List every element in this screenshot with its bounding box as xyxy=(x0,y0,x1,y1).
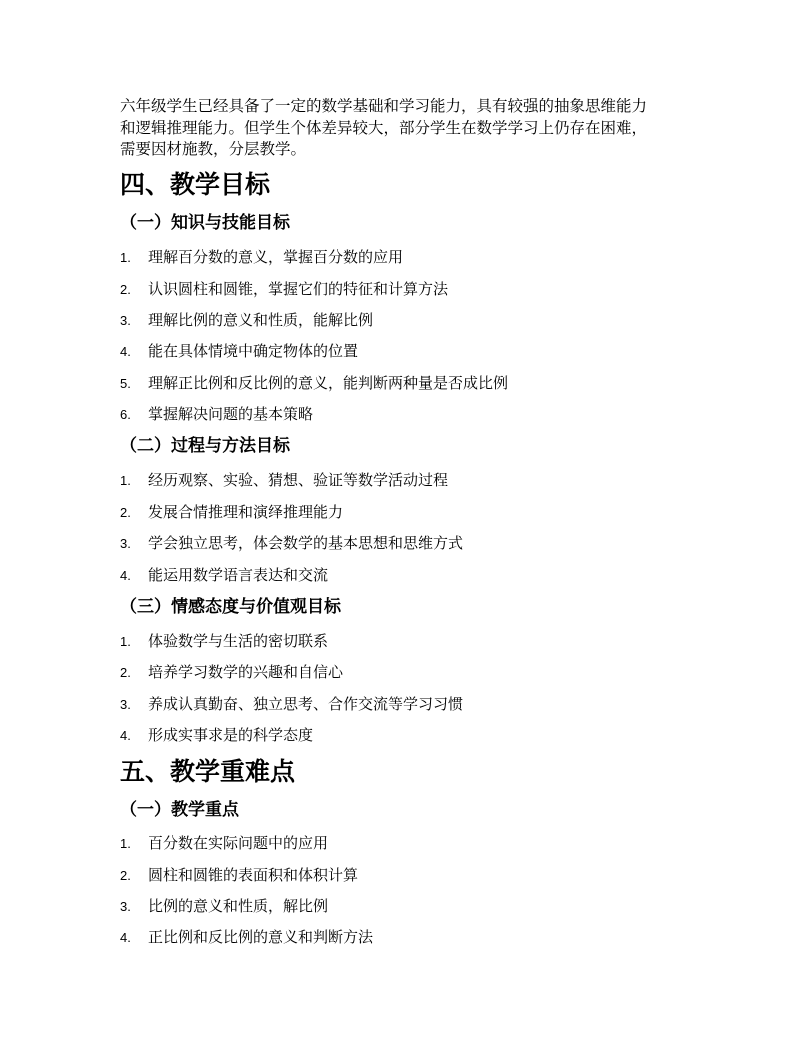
list-item-text: 形成实事求是的科学态度 xyxy=(148,726,314,744)
list-number: 3. xyxy=(120,536,131,551)
list-item-text: 学会独立思考，体会数学的基本思想和思维方式 xyxy=(148,534,464,552)
intro-line: 六年级学生已经具备了一定的数学基础和学习能力，具有较强的抽象思维能力 xyxy=(120,97,648,115)
list-item xyxy=(120,694,463,715)
list-item-text: 认识圆柱和圆锥，掌握它们的特征和计算方法 xyxy=(148,280,449,298)
list-item-text: 能运用数学语言表达和交流 xyxy=(148,566,329,584)
list-item-text: 比例的意义和性质，解比例 xyxy=(148,897,329,915)
list-item-text: 养成认真勤奋、独立思考、合作交流等学习习惯 xyxy=(148,695,464,713)
list-number: 1. xyxy=(120,836,131,851)
list-number: 3. xyxy=(120,313,131,328)
list-item-text: 圆柱和圆锥的表面积和体积计算 xyxy=(148,866,359,884)
list-item-text: 经历观察、实验、猜想、验证等数学活动过程 xyxy=(148,471,449,489)
list-item-text: 能在具体情境中确定物体的位置 xyxy=(148,342,359,360)
list-item xyxy=(120,502,343,523)
list-item-text: 正比例和反比例的意义和判断方法 xyxy=(148,928,374,946)
list-item xyxy=(120,662,343,683)
intro-line: 和逻辑推理能力。但学生个体差异较大，部分学生在数学学习上仍存在困难， xyxy=(120,118,648,137)
section-heading-teaching-goals: 四、教学目标 xyxy=(120,170,271,199)
subsection-heading-attitudes-values: （三）情感态度与价值观目标 xyxy=(120,597,341,617)
list-item xyxy=(120,470,448,491)
list-number: 4. xyxy=(120,568,131,583)
list-number: 2. xyxy=(120,868,131,883)
list-item-text: 理解正比例和反比例的意义，能判断两种量是否成比例 xyxy=(148,374,509,392)
list-number: 5. xyxy=(120,376,131,391)
list-item xyxy=(120,927,373,948)
list-item-text: 掌握解决问题的基本策略 xyxy=(148,405,314,423)
intro-paragraph xyxy=(120,96,680,161)
list-item xyxy=(120,310,373,331)
list-number: 2. xyxy=(120,665,131,680)
list-item-text: 发展合情推理和演绎推理能力 xyxy=(148,503,344,521)
list-item xyxy=(120,725,313,746)
list-item-text: 培养学习数学的兴趣和自信心 xyxy=(148,663,344,681)
list-number: 1. xyxy=(120,634,131,649)
list-item-text: 体验数学与生活的密切联系 xyxy=(148,632,329,650)
list-item xyxy=(120,404,313,425)
list-number: 2. xyxy=(120,282,131,297)
list-number: 1. xyxy=(120,473,131,488)
subsection-heading-knowledge-skills: （一）知识与技能目标 xyxy=(120,213,290,233)
list-item-text: 理解百分数的意义，掌握百分数的应用 xyxy=(148,248,404,266)
list-item xyxy=(120,631,328,652)
section-heading-key-difficult-points: 五、教学重难点 xyxy=(120,757,296,786)
list-number: 1. xyxy=(120,250,131,265)
list-item xyxy=(120,833,328,854)
list-item xyxy=(120,247,403,268)
list-item xyxy=(120,865,358,886)
list-number: 4. xyxy=(120,728,131,743)
list-item-text: 理解比例的意义和性质，能解比例 xyxy=(148,311,374,329)
list-item xyxy=(120,341,358,362)
list-number: 3. xyxy=(120,899,131,914)
list-item xyxy=(120,279,448,300)
list-item xyxy=(120,373,508,394)
list-item xyxy=(120,896,328,917)
list-item xyxy=(120,565,328,586)
list-number: 2. xyxy=(120,505,131,520)
list-item xyxy=(120,533,463,554)
intro-line: 需要因材施教，分层教学。 xyxy=(120,140,307,158)
list-number: 4. xyxy=(120,930,131,945)
list-number: 6. xyxy=(120,407,131,422)
subsection-heading-process-methods: （二）过程与方法目标 xyxy=(120,436,290,456)
subsection-heading-key-points: （一）教学重点 xyxy=(120,800,239,820)
list-number: 4. xyxy=(120,344,131,359)
list-item-text: 百分数在实际问题中的应用 xyxy=(148,834,329,852)
list-number: 3. xyxy=(120,697,131,712)
